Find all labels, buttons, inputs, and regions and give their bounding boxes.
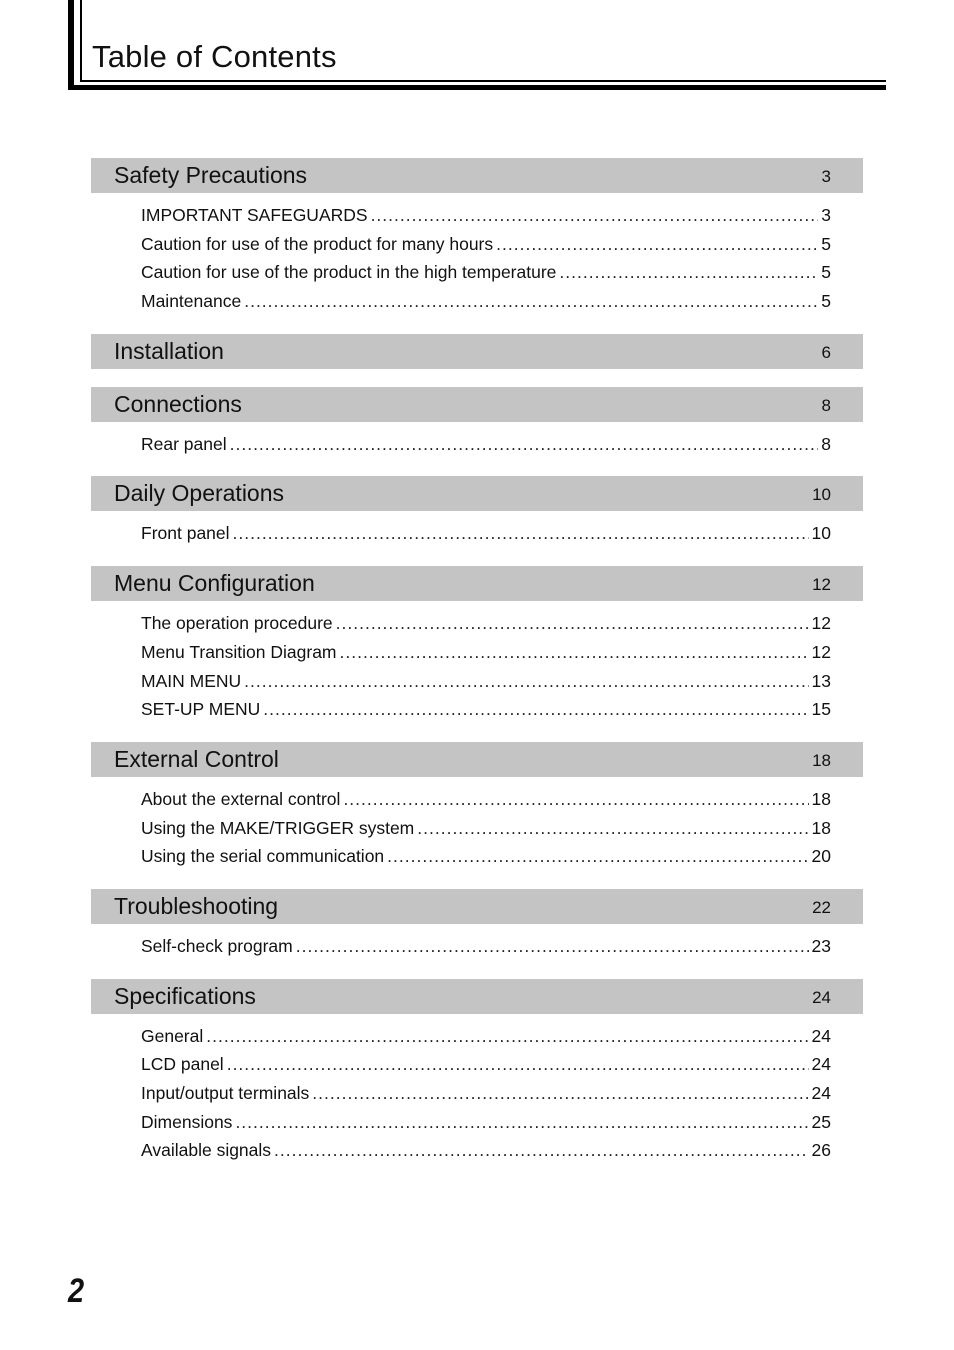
toc-entry[interactable] xyxy=(141,667,831,696)
section-page-number: 8 xyxy=(821,395,831,415)
toc-entry[interactable] xyxy=(141,1022,831,1051)
entry-page-number: 18 xyxy=(811,817,831,838)
section-title: Troubleshooting xyxy=(114,892,279,919)
dot-leader xyxy=(263,695,808,724)
dot-leader xyxy=(371,201,819,230)
toc-entry[interactable] xyxy=(141,695,831,724)
toc-section xyxy=(91,566,863,724)
toc-section xyxy=(91,387,863,459)
section-page-number: 10 xyxy=(812,485,831,505)
section-heading[interactable] xyxy=(91,158,863,193)
toc-entry[interactable] xyxy=(141,1079,831,1108)
dot-leader xyxy=(227,1050,809,1079)
entry-page-number: 24 xyxy=(811,1083,831,1103)
entry-label: About the external control xyxy=(141,788,341,809)
toc-entry[interactable] xyxy=(141,785,831,814)
section-heading[interactable] xyxy=(91,566,863,601)
section-title: Specifications xyxy=(114,982,256,1009)
dot-leader xyxy=(417,814,808,843)
section-page-number: 18 xyxy=(812,750,831,770)
dot-leader xyxy=(244,667,808,696)
section-entry-list xyxy=(91,511,863,548)
dot-leader xyxy=(343,785,808,814)
entry-label: General xyxy=(141,1025,204,1046)
entry-label: Caution for use of the product in the high temperature xyxy=(141,262,557,283)
entry-page-number: 23 xyxy=(811,935,831,956)
header-frame-bottom-bar xyxy=(68,85,886,90)
entry-label: IMPORTANT SAFEGUARDS xyxy=(141,205,368,225)
header-frame-left-bar xyxy=(68,0,74,90)
toc-entry[interactable] xyxy=(141,638,831,667)
toc-entry[interactable] xyxy=(141,230,831,259)
dot-leader xyxy=(235,1108,808,1137)
entry-label: Menu Transition Diagram xyxy=(141,641,337,662)
dot-leader xyxy=(340,638,809,667)
toc-section xyxy=(91,158,863,316)
entry-label: Maintenance xyxy=(141,291,242,312)
entry-page-number: 13 xyxy=(811,670,831,691)
dot-leader xyxy=(559,258,818,287)
entry-label: The operation procedure xyxy=(141,613,333,634)
section-entry-list xyxy=(91,777,863,871)
section-page-number: 24 xyxy=(812,987,831,1007)
section-title: Menu Configuration xyxy=(114,570,315,597)
section-heading[interactable] xyxy=(91,742,863,777)
section-heading[interactable] xyxy=(91,476,863,511)
entry-page-number: 5 xyxy=(821,291,831,312)
toc-entry[interactable] xyxy=(141,1050,831,1079)
toc-section xyxy=(91,889,863,961)
section-title: External Control xyxy=(114,745,279,772)
entry-page-number: 12 xyxy=(811,641,831,662)
section-heading[interactable] xyxy=(91,979,863,1014)
entry-page-number: 12 xyxy=(811,613,831,634)
entry-label: Using the MAKE/TRIGGER system xyxy=(141,817,415,838)
entry-page-number: 24 xyxy=(811,1025,831,1046)
section-title: Daily Operations xyxy=(114,480,285,507)
toc-entry[interactable] xyxy=(141,1108,831,1137)
entry-page-number: 5 xyxy=(821,262,831,283)
section-entry-list xyxy=(91,1014,863,1165)
entry-page-number: 10 xyxy=(811,523,831,544)
section-entry-list xyxy=(91,422,863,459)
section-entry-list xyxy=(91,601,863,724)
dot-leader xyxy=(496,230,818,259)
entry-label: LCD panel xyxy=(141,1054,224,1075)
toc-section xyxy=(91,742,863,871)
entry-label: Input/output terminals xyxy=(141,1083,310,1103)
toc-entry[interactable] xyxy=(141,519,831,548)
entry-label: Available signals xyxy=(141,1140,272,1161)
entry-page-number: 3 xyxy=(821,205,831,225)
dot-leader xyxy=(244,287,818,316)
dot-leader xyxy=(230,430,819,459)
page-number: 2 xyxy=(68,1272,85,1310)
toc-entry[interactable] xyxy=(141,842,831,871)
toc-section xyxy=(91,334,863,369)
entry-label: Self-check program xyxy=(141,935,293,956)
entry-page-number: 24 xyxy=(811,1054,831,1075)
section-page-number: 6 xyxy=(821,342,831,362)
section-heading[interactable] xyxy=(91,387,863,422)
section-title: Safety Precautions xyxy=(114,162,308,188)
entry-page-number: 20 xyxy=(811,846,831,867)
toc-entry[interactable] xyxy=(141,932,831,961)
dot-leader xyxy=(312,1079,808,1108)
header-frame-bottom-line xyxy=(80,80,886,82)
toc-entry[interactable] xyxy=(141,814,831,843)
entry-page-number: 8 xyxy=(821,433,831,454)
dot-leader xyxy=(336,609,809,638)
entry-label: Rear panel xyxy=(141,433,227,454)
toc-section xyxy=(91,979,863,1165)
dot-leader xyxy=(274,1136,808,1165)
section-page-number: 3 xyxy=(821,167,831,186)
page-title: Table of Contents xyxy=(92,39,337,74)
toc-entry[interactable] xyxy=(141,287,831,316)
entry-label: Front panel xyxy=(141,523,230,544)
toc-entry[interactable] xyxy=(141,609,831,638)
section-page-number: 22 xyxy=(812,897,831,917)
entry-label: Caution for use of the product for many hours xyxy=(141,233,494,254)
section-page-number: 12 xyxy=(812,575,831,595)
entry-label: SET-UP MENU xyxy=(141,699,261,720)
section-entry-list xyxy=(91,924,863,961)
section-entry-list xyxy=(91,193,863,316)
dot-leader xyxy=(296,932,809,961)
dot-leader xyxy=(233,519,809,548)
table-of-contents xyxy=(91,158,863,1183)
entry-page-number: 15 xyxy=(811,699,831,720)
toc-entry[interactable] xyxy=(141,1136,831,1165)
toc-section xyxy=(91,476,863,548)
toc-entry[interactable] xyxy=(141,430,831,459)
toc-entry[interactable] xyxy=(141,258,831,287)
entry-label: Using the serial communication xyxy=(141,846,385,867)
entry-page-number: 18 xyxy=(811,788,831,809)
entry-page-number: 5 xyxy=(821,233,831,254)
entry-label: MAIN MENU xyxy=(141,670,242,691)
entry-label: Dimensions xyxy=(141,1111,233,1132)
section-heading[interactable] xyxy=(91,334,863,369)
toc-entry[interactable] xyxy=(141,201,831,230)
header-frame-left-line xyxy=(80,0,82,82)
section-heading[interactable] xyxy=(91,889,863,924)
entry-page-number: 25 xyxy=(811,1111,831,1132)
dot-leader xyxy=(387,842,808,871)
section-title: Connections xyxy=(114,390,242,417)
dot-leader xyxy=(206,1022,808,1051)
section-title: Installation xyxy=(114,337,224,364)
entry-page-number: 26 xyxy=(811,1140,831,1161)
